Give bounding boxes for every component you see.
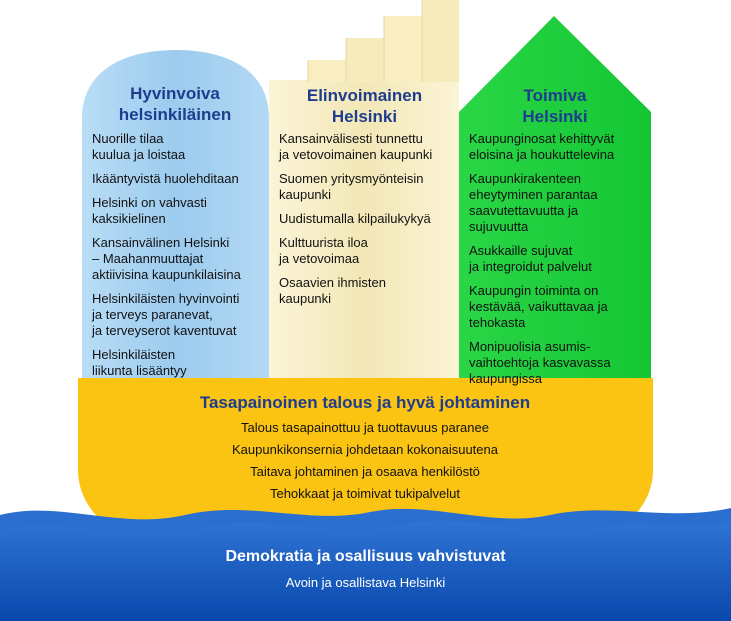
talous-items — [80, 420, 650, 508]
item-line: ja vetovoimainen kaupunki — [279, 147, 433, 162]
wave-shape-front — [0, 521, 731, 621]
list-item — [279, 275, 457, 307]
list-item — [92, 235, 267, 283]
demokratia-subtitle: Avoin ja osallistava Helsinki — [285, 575, 446, 590]
list-item — [469, 283, 649, 331]
list-item — [279, 235, 457, 267]
list-item — [469, 171, 649, 235]
list-item — [469, 339, 649, 387]
list-item — [92, 195, 267, 227]
item-line: eheytyminen parantaa — [469, 187, 598, 202]
item-line: Osaavien ihmisten — [279, 275, 386, 290]
item-line: Kulttuurista iloa — [279, 235, 368, 250]
list-item — [279, 211, 457, 227]
item-line: aktiivisina kaupunkilaisina — [92, 267, 241, 282]
talous-title: Tasapainoinen talous ja hyvä johtaminen — [199, 393, 531, 412]
item-line: tehokasta — [469, 315, 526, 330]
item-line: Kaupunkirakenteen — [469, 171, 582, 186]
item-line: ja terveyserot kaventuvat — [92, 323, 237, 338]
list-item: Kaupunkikonsernia johdetaan kokonaisuutena — [232, 442, 498, 457]
item-line: Suomen yritysmyönteisin — [279, 171, 424, 186]
title-line: Helsinki — [331, 107, 398, 126]
list-item — [92, 291, 267, 339]
item-line: sujuvuutta — [469, 219, 529, 234]
item-line: – Maahanmuuttajat — [92, 251, 204, 266]
title-line: Hyvinvoiva — [130, 84, 220, 103]
item-line: ja vetovoimaa — [279, 251, 360, 266]
list-item — [279, 171, 457, 203]
title-line: helsinkiläinen — [118, 105, 232, 124]
item-line: eloisina ja houkuttelevina — [469, 147, 615, 162]
elinvoimainen-items — [279, 131, 457, 315]
hyvinvoiva-title — [85, 83, 265, 125]
list-item — [92, 131, 267, 163]
list-item — [469, 243, 649, 275]
item-line: Kansainvälinen Helsinki — [92, 235, 230, 250]
list-item — [92, 171, 267, 187]
item-line: Kaupunginosat kehittyvät — [469, 131, 615, 146]
item-line: kaksikielinen — [92, 211, 166, 226]
list-item: Taitava johtaminen ja osaava henkilöstö — [250, 464, 480, 479]
list-item — [92, 347, 267, 379]
demokratia-title: Demokratia ja osallisuus vahvistuvat — [225, 548, 506, 565]
item-line: Uudistumalla kilpailukykyä — [279, 211, 431, 226]
toimiva-items — [469, 131, 649, 395]
list-item — [279, 131, 457, 163]
item-line: kuulua ja loistaa — [92, 147, 186, 162]
item-line: Kaupungin toiminta on — [469, 283, 599, 298]
item-line: Asukkaille sujuvat — [469, 243, 573, 258]
item-line: ja terveys paranevat, — [92, 307, 213, 322]
item-line: kaupunki — [279, 187, 332, 202]
item-line: kestävää, vaikuttavaa ja — [469, 299, 608, 314]
item-line: vaihtoehtoja kasvavassa — [469, 355, 611, 370]
list-item — [469, 131, 649, 163]
item-line: Kansainvälisesti tunnettu — [279, 131, 423, 146]
item-line: kaupungissa — [469, 371, 542, 386]
item-line: kaupunki — [279, 291, 332, 306]
item-line: Helsinki on vahvasti — [92, 195, 207, 210]
item-line: Nuorille tilaa — [92, 131, 164, 146]
title-line: Helsinki — [522, 107, 588, 126]
title-line: Elinvoimainen — [306, 86, 423, 105]
list-item: Talous tasapainottuu ja tuottavuus paranee — [241, 420, 489, 435]
title-line: Toimiva — [523, 86, 587, 105]
item-line: saavutettavuutta ja — [469, 203, 579, 218]
elinvoimainen-title — [272, 85, 457, 127]
item-line: Ikääntyvistä huolehditaan — [92, 171, 239, 186]
list-item: Tehokkaat ja toimivat tukipalvelut — [269, 486, 461, 501]
item-line: ja integroidut palvelut — [469, 259, 592, 274]
item-line: Helsinkiläisten hyvinvointi — [92, 291, 240, 306]
item-line: liikunta lisääntyy — [92, 363, 187, 378]
item-line: Helsinkiläisten — [92, 347, 176, 362]
hyvinvoiva-items — [92, 131, 267, 387]
item-line: Monipuolisia asumis- — [469, 339, 591, 354]
toimiva-title — [462, 85, 648, 127]
